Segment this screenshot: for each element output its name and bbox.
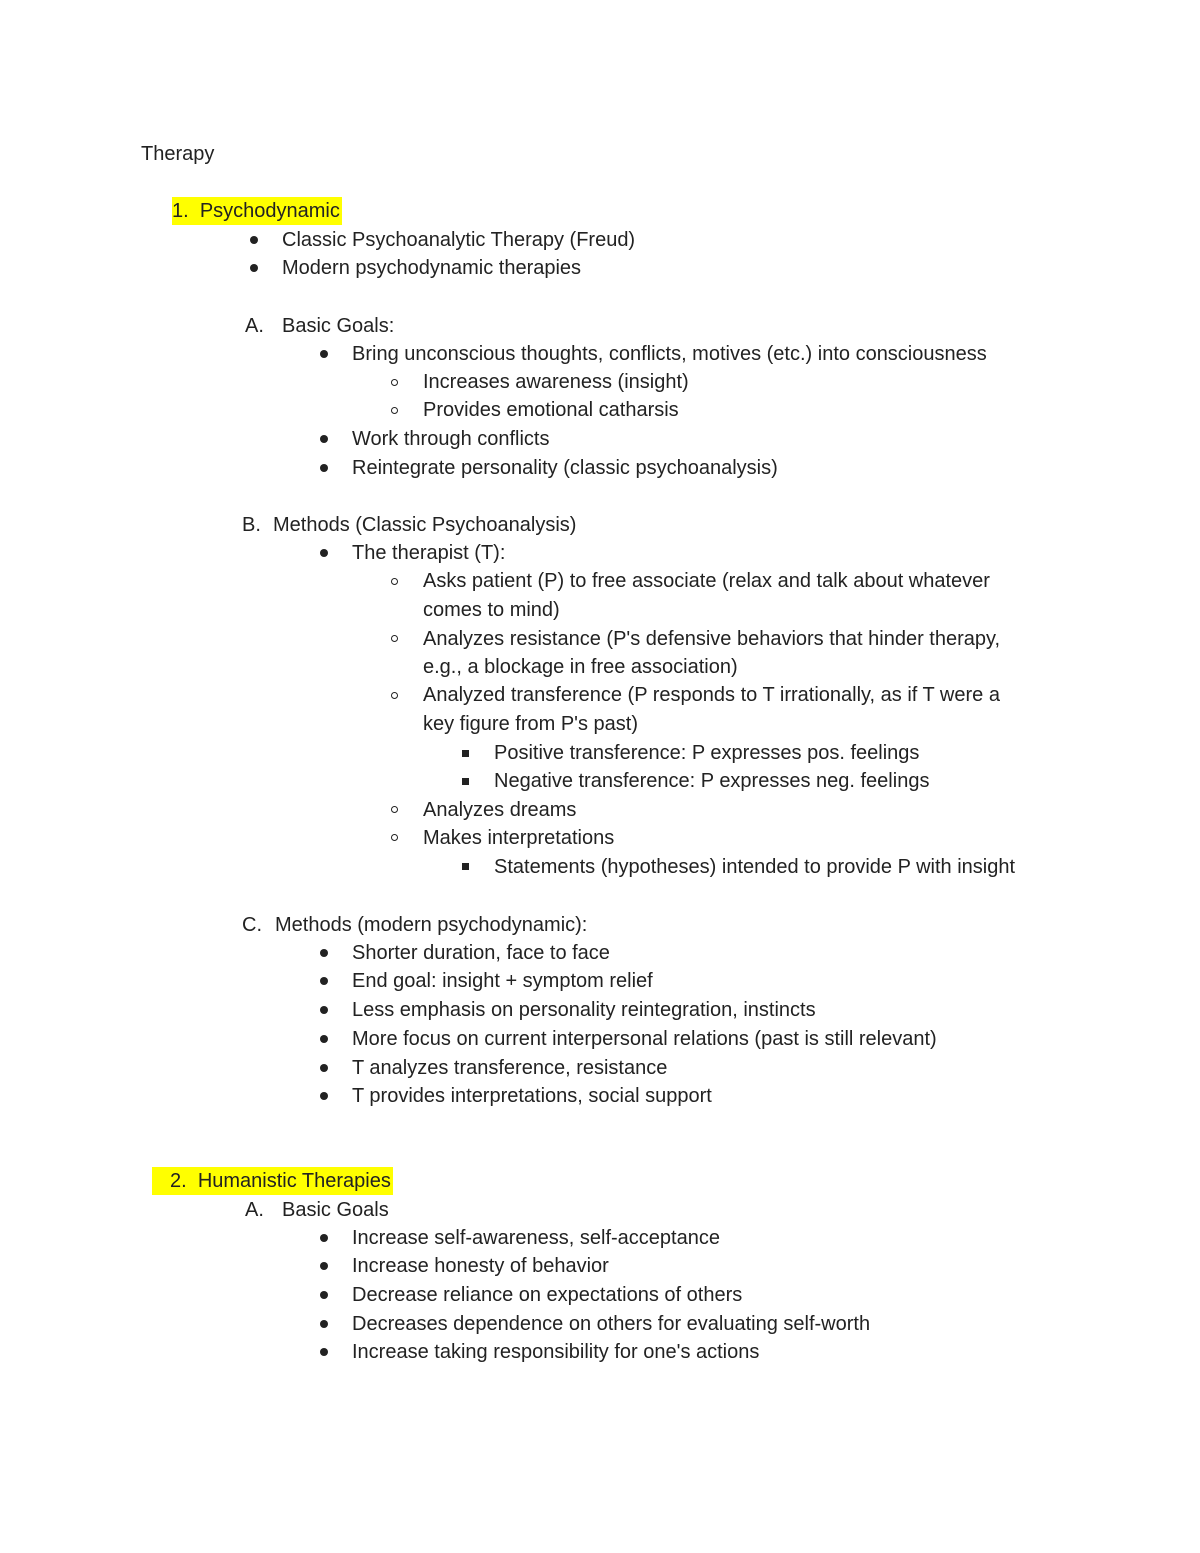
bullet-icon bbox=[320, 1006, 328, 1014]
document-title: Therapy bbox=[141, 143, 215, 165]
circle-bullet-icon bbox=[391, 635, 398, 642]
section-1-title: Psychodynamic bbox=[199, 200, 340, 222]
circle-bullet-icon bbox=[391, 379, 398, 386]
list-item: Analyzed transference (P responds to T irrationally, as if T were a bbox=[423, 684, 1000, 706]
square-bullet-icon bbox=[462, 863, 469, 870]
subsection-letter: A. bbox=[245, 315, 264, 337]
bullet-icon bbox=[320, 949, 328, 957]
bullet-icon bbox=[320, 1320, 328, 1328]
subsection-letter: A. bbox=[245, 1199, 264, 1221]
list-item-continuation: e.g., a blockage in free association) bbox=[423, 656, 738, 678]
circle-bullet-icon bbox=[391, 407, 398, 414]
list-item: Shorter duration, face to face bbox=[352, 942, 610, 964]
list-item: Reintegrate personality (classic psychoanalysis) bbox=[352, 457, 778, 479]
subsection-heading: Basic Goals bbox=[282, 1199, 389, 1221]
list-item-continuation: comes to mind) bbox=[423, 599, 560, 621]
bullet-icon bbox=[320, 435, 328, 443]
list-item: T provides interpretations, social support bbox=[352, 1085, 712, 1107]
list-item: Positive transference: P expresses pos. feelings bbox=[494, 742, 920, 764]
list-item: Decreases dependence on others for evaluating self-worth bbox=[352, 1313, 871, 1335]
bullet-icon bbox=[320, 549, 328, 557]
list-item: Modern psychodynamic therapies bbox=[282, 257, 582, 279]
subsection-letter: C. bbox=[242, 914, 262, 936]
list-item: Less emphasis on personality reintegration, instincts bbox=[352, 999, 816, 1021]
list-item: Statements (hypotheses) intended to provide P with insight bbox=[494, 856, 1016, 878]
square-bullet-icon bbox=[462, 750, 469, 757]
subsection-heading: Methods (Classic Psychoanalysis) bbox=[273, 514, 577, 536]
square-bullet-icon bbox=[462, 778, 469, 785]
list-item: Analyzes resistance (P's defensive behaviors that hinder therapy, bbox=[423, 628, 1001, 650]
list-item-continuation: key figure from P's past) bbox=[423, 713, 638, 735]
list-item: Work through conflicts bbox=[352, 428, 550, 450]
list-item: Increase honesty of behavior bbox=[352, 1255, 609, 1277]
list-item: Provides emotional catharsis bbox=[423, 399, 679, 421]
bullet-icon bbox=[320, 1291, 328, 1299]
bullet-icon bbox=[250, 264, 258, 272]
list-item: Makes interpretations bbox=[423, 827, 615, 849]
section-2-title: Humanistic Therapies bbox=[197, 1170, 391, 1192]
subsection-letter: B. bbox=[242, 514, 261, 536]
list-item: Increases awareness (insight) bbox=[423, 371, 689, 393]
bullet-icon bbox=[320, 1234, 328, 1242]
bullet-icon bbox=[320, 977, 328, 985]
list-item: Decrease reliance on expectations of others bbox=[352, 1284, 743, 1306]
list-item: More focus on current interpersonal relations (past is still relevant) bbox=[352, 1028, 937, 1050]
list-item: Asks patient (P) to free associate (relax and talk about whatever bbox=[423, 570, 990, 592]
subsection-heading: Basic Goals: bbox=[282, 315, 395, 337]
list-item: End goal: insight + symptom relief bbox=[352, 970, 653, 992]
list-item: Analyzes dreams bbox=[423, 799, 577, 821]
circle-bullet-icon bbox=[391, 692, 398, 699]
list-item: Classic Psychoanalytic Therapy (Freud) bbox=[282, 229, 636, 251]
list-item: Increase taking responsibility for one's actions bbox=[352, 1341, 760, 1363]
bullet-icon bbox=[320, 1092, 328, 1100]
list-item: T analyzes transference, resistance bbox=[352, 1057, 668, 1079]
subsection-heading: Methods (modern psychodynamic): bbox=[275, 914, 588, 936]
bullet-icon bbox=[250, 236, 258, 244]
list-item: Increase self-awareness, self-acceptance bbox=[352, 1227, 720, 1249]
circle-bullet-icon bbox=[391, 578, 398, 585]
section-1-heading bbox=[172, 197, 342, 225]
circle-bullet-icon bbox=[391, 834, 398, 841]
section-2-heading bbox=[152, 1167, 393, 1195]
list-item: The therapist (T): bbox=[352, 542, 506, 564]
bullet-icon bbox=[320, 1348, 328, 1356]
bullet-icon bbox=[320, 1035, 328, 1043]
bullet-icon bbox=[320, 350, 328, 358]
bullet-icon bbox=[320, 1262, 328, 1270]
list-item: Negative transference: P expresses neg. feelings bbox=[494, 770, 930, 792]
list-item: Bring unconscious thoughts, conflicts, motives (etc.) into consciousness bbox=[352, 343, 987, 365]
bullet-icon bbox=[320, 1064, 328, 1072]
section-2-number: 2. bbox=[170, 1170, 187, 1192]
bullet-icon bbox=[320, 464, 328, 472]
circle-bullet-icon bbox=[391, 806, 398, 813]
section-1-number: 1. bbox=[172, 200, 189, 222]
